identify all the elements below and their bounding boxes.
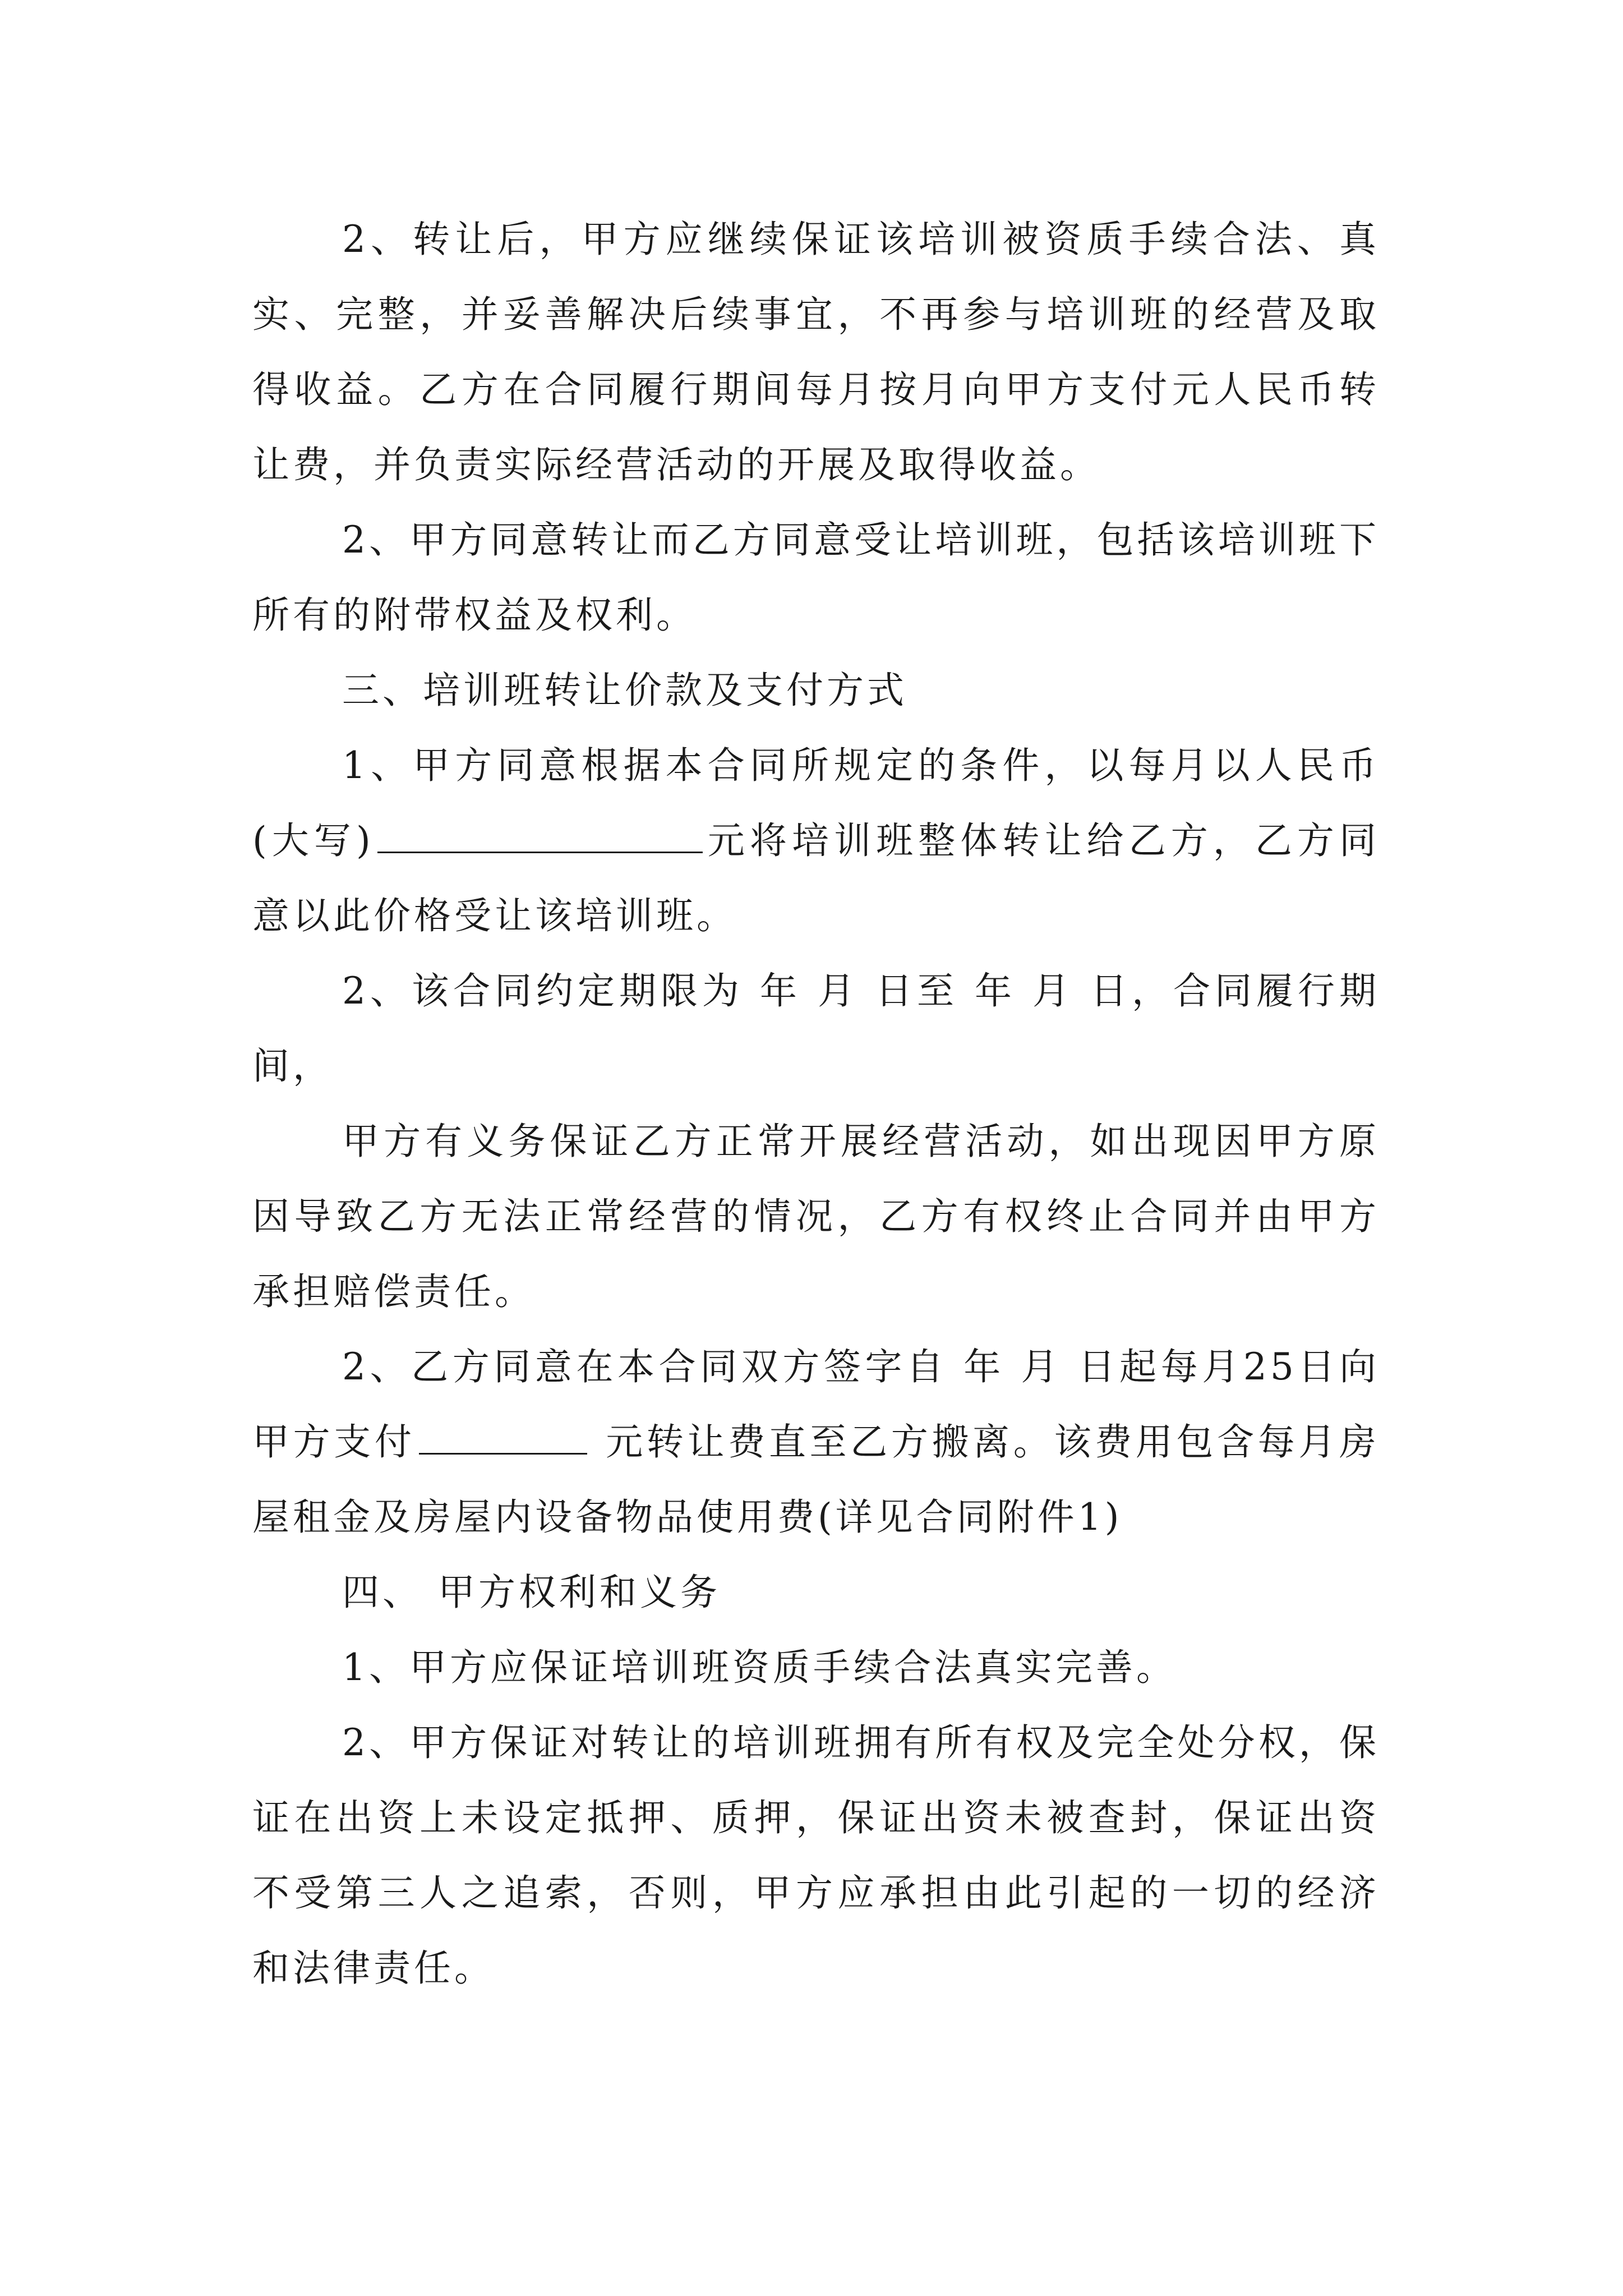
- paragraph-qualification: 1、甲方应保证培训班资质手续合法真实完善。: [342, 1646, 1177, 1689]
- paragraph-term: 2、该合同约定期限为 年 月 日至 年 月 日，合同履行期间，: [252, 969, 1380, 1088]
- amount-blank-field[interactable]: [377, 812, 703, 853]
- document-page: [252, 202, 1380, 2006]
- paragraph-price-part1: 1、甲方同意根据本合同所规定的条件，以每月以人民币(大写): [252, 744, 1380, 862]
- paragraph-payment: [252, 1329, 1380, 1555]
- section-heading-rights: 四、 甲方权利和义务: [342, 1571, 721, 1614]
- paragraph-ownership: 2、甲方保证对转让的培训班拥有所有权及完全处分权，保证在出资上未设定抵押、质押，保证出资未被查封，保证出资不受第三人之追索，否则，甲方应承担由此引起的一切的经济和法律责任。: [252, 1721, 1380, 1990]
- section-heading-price: 三、培训班转让价款及支付方式: [342, 669, 907, 712]
- paragraph-agree-transfer: 2、甲方同意转让而乙方同意受让培训班，包括该培训班下所有的附带权益及权利。: [252, 518, 1380, 637]
- paragraph-price: [252, 728, 1380, 954]
- paragraph-price-part2: 元将培训班整体转让给乙方，乙方同意以此价格受让该培训班。: [252, 819, 1380, 937]
- paragraph-payment-part1: 2、乙方同意在本合同双方签字自 年 月 日起每月25日向甲方支付: [252, 1345, 1380, 1464]
- paragraph-transfer-after: 2、转让后，甲方应继续保证该培训被资质手续合法、真实、完整，并妥善解决后续事宜，不再参与培训班的经营及取得收益。乙方在合同履行期间每月按月向甲方支付元人民币转让费，并负责实际经营活动的开展及取得收益。: [252, 218, 1380, 486]
- paragraph-payment-part2: 元转让费直至乙方搬离。该费用包含每月房屋租金及房屋内设备物品使用费(详见合同附件1): [252, 1420, 1380, 1539]
- payment-blank-field[interactable]: [419, 1414, 587, 1455]
- paragraph-obligation: 甲方有义务保证乙方正常开展经营活动，如出现因甲方原因导致乙方无法正常经营的情况，乙方有权终止合同并由甲方承担赔偿责任。: [252, 1120, 1380, 1313]
